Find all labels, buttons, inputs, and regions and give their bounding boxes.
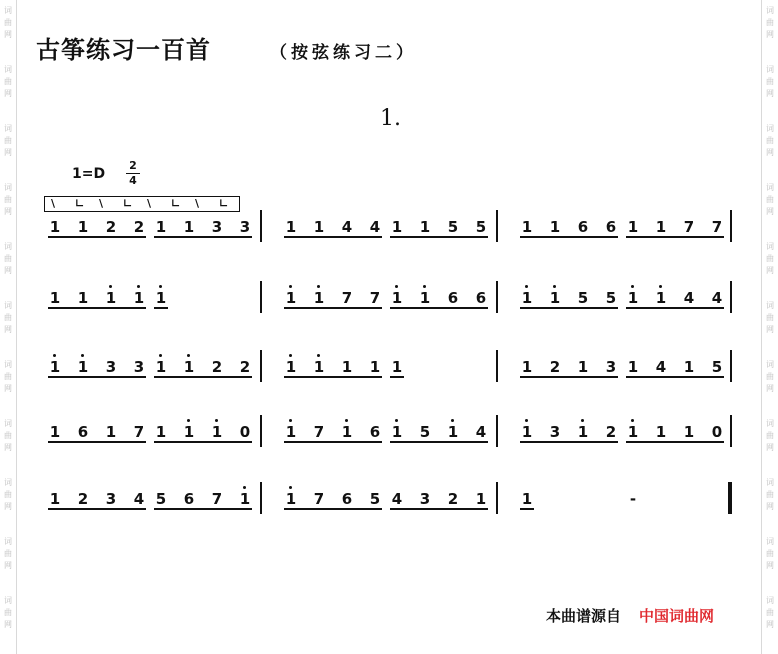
- note: 1: [520, 423, 534, 441]
- high-octave-dot: [243, 486, 246, 489]
- note: 7: [369, 289, 381, 307]
- high-octave-dot: [187, 354, 190, 357]
- beam-underline: [154, 441, 252, 443]
- watermark-char: 词: [766, 124, 774, 133]
- beam-underline: [154, 236, 252, 238]
- note: 3: [105, 358, 117, 376]
- barline: [730, 281, 732, 313]
- time-signature-top: 2: [129, 159, 137, 172]
- watermark-char: 曲: [4, 254, 12, 263]
- note: 1: [683, 423, 695, 441]
- watermark-char: 网: [4, 148, 12, 157]
- watermark-char: 曲: [4, 549, 12, 558]
- barline: [260, 281, 262, 313]
- watermark-char: 词: [4, 124, 12, 133]
- note: 4: [711, 289, 723, 307]
- note: 1: [475, 490, 487, 508]
- note: 1: [77, 218, 89, 236]
- beam-underline: [48, 307, 146, 309]
- beam-underline: [520, 376, 618, 378]
- beam-underline: [48, 236, 146, 238]
- watermark-char: 词: [4, 478, 12, 487]
- high-octave-dot: [395, 419, 398, 422]
- note: 1: [77, 289, 89, 307]
- watermark-char: 词: [766, 6, 774, 15]
- note: 1: [626, 289, 640, 307]
- note: 6: [183, 490, 195, 508]
- watermark-char: 曲: [766, 313, 774, 322]
- high-octave-dot: [631, 285, 634, 288]
- note: 5: [369, 490, 381, 508]
- source-site-name: 中国词曲网: [639, 607, 715, 625]
- note: 2: [77, 490, 89, 508]
- note: 1: [627, 218, 639, 236]
- note: 7: [313, 423, 325, 441]
- note: 4: [341, 218, 353, 236]
- high-octave-dot: [423, 285, 426, 288]
- watermark-char: 曲: [4, 608, 12, 617]
- barline: [260, 482, 262, 514]
- watermark-char: 曲: [4, 490, 12, 499]
- beam-underline: [390, 236, 488, 238]
- watermark-char: 网: [4, 207, 12, 216]
- barline: [260, 210, 262, 242]
- watermark-char: 曲: [766, 195, 774, 204]
- beam-underline: [390, 307, 488, 309]
- watermark-char: 词: [4, 537, 12, 546]
- note: 5: [605, 289, 617, 307]
- high-octave-dot: [553, 285, 556, 288]
- watermark-char: 曲: [4, 195, 12, 204]
- watermark-char: 曲: [4, 372, 12, 381]
- note: 6: [369, 423, 381, 441]
- watermark-char: 曲: [766, 431, 774, 440]
- note: 2: [211, 358, 223, 376]
- watermark-char: 网: [4, 561, 12, 570]
- watermark-char: 曲: [766, 254, 774, 263]
- note: 6: [77, 423, 89, 441]
- watermark-char: 网: [4, 443, 12, 452]
- watermark-char: 曲: [766, 372, 774, 381]
- watermark-char: 词: [4, 183, 12, 192]
- note: 1: [341, 358, 353, 376]
- watermark-char: 曲: [766, 549, 774, 558]
- note: 2: [133, 218, 145, 236]
- high-octave-dot: [581, 419, 584, 422]
- watermark-char: 网: [4, 384, 12, 393]
- note: 4: [683, 289, 695, 307]
- watermark-char: 词: [766, 478, 774, 487]
- note: 7: [683, 218, 695, 236]
- note: -: [629, 490, 637, 508]
- watermark-char: 曲: [4, 18, 12, 27]
- fingering-mark: \: [51, 197, 56, 210]
- beam-underline: [284, 376, 382, 378]
- watermark-char: 曲: [4, 136, 12, 145]
- left-watermark-strip: [0, 0, 17, 654]
- watermark-char: 词: [766, 301, 774, 310]
- high-octave-dot: [289, 419, 292, 422]
- watermark-char: 网: [4, 325, 12, 334]
- watermark-char: 网: [4, 620, 12, 629]
- time-signature: [126, 160, 140, 187]
- note: 1: [48, 358, 62, 376]
- watermark-char: 词: [4, 6, 12, 15]
- beam-underline: [520, 236, 618, 238]
- watermark-char: 网: [766, 148, 774, 157]
- note: 1: [154, 358, 168, 376]
- note: 2: [105, 218, 117, 236]
- note: 1: [446, 423, 460, 441]
- note: 1: [683, 358, 695, 376]
- note: 1: [419, 218, 431, 236]
- note: 1: [313, 218, 325, 236]
- watermark-char: 网: [766, 266, 774, 275]
- high-octave-dot: [631, 419, 634, 422]
- note: 7: [313, 490, 325, 508]
- note: 1: [577, 358, 589, 376]
- note: 5: [419, 423, 431, 441]
- fingering-mark: \: [195, 197, 200, 210]
- note: 1: [155, 218, 167, 236]
- beam-underline: [520, 441, 618, 443]
- score-subtitle: （按弦练习二）: [270, 43, 417, 63]
- beam-underline: [520, 508, 534, 510]
- note: 7: [711, 218, 723, 236]
- barline: [260, 415, 262, 447]
- note: 1: [655, 218, 667, 236]
- watermark-char: 网: [766, 620, 774, 629]
- note: 5: [711, 358, 723, 376]
- high-octave-dot: [289, 354, 292, 357]
- high-octave-dot: [159, 354, 162, 357]
- note: 1: [154, 289, 168, 307]
- beam-underline: [48, 441, 146, 443]
- barline: [730, 415, 732, 447]
- watermark-char: 网: [766, 561, 774, 570]
- source-credit: [546, 605, 714, 626]
- watermark-char: 网: [766, 207, 774, 216]
- watermark-char: 曲: [766, 77, 774, 86]
- note: 7: [133, 423, 145, 441]
- barline: [496, 350, 498, 382]
- note: 1: [520, 289, 534, 307]
- high-octave-dot: [81, 354, 84, 357]
- note: 2: [605, 423, 617, 441]
- note: 6: [605, 218, 617, 236]
- watermark-char: 词: [4, 65, 12, 74]
- score-title: 古筝练习一百首: [36, 36, 211, 64]
- note: 1: [132, 289, 146, 307]
- watermark-char: 词: [4, 360, 12, 369]
- high-octave-dot: [289, 285, 292, 288]
- fingering-mark: \: [147, 197, 152, 210]
- note: 1: [340, 423, 354, 441]
- note: 1: [284, 423, 298, 441]
- beam-underline: [626, 376, 724, 378]
- watermark-char: 词: [766, 360, 774, 369]
- note: 4: [133, 490, 145, 508]
- note: 1: [391, 218, 403, 236]
- watermark-char: 曲: [4, 77, 12, 86]
- note: 4: [391, 490, 403, 508]
- watermark-char: 曲: [766, 136, 774, 145]
- note: 5: [577, 289, 589, 307]
- piece-number: 1.: [380, 106, 401, 131]
- note: 6: [577, 218, 589, 236]
- watermark-char: 词: [766, 419, 774, 428]
- beam-underline: [284, 236, 382, 238]
- note: 3: [239, 218, 251, 236]
- beam-underline: [48, 376, 146, 378]
- note: 1: [626, 423, 640, 441]
- note: 1: [521, 358, 533, 376]
- note: 1: [284, 289, 298, 307]
- fingering-mark: ∟: [171, 197, 181, 210]
- watermark-char: 词: [4, 596, 12, 605]
- beam-underline: [626, 307, 724, 309]
- high-octave-dot: [451, 419, 454, 422]
- note: 1: [312, 289, 326, 307]
- watermark-char: 网: [766, 443, 774, 452]
- barline: [496, 281, 498, 313]
- note: 3: [211, 218, 223, 236]
- note: 1: [183, 218, 195, 236]
- fingering-mark: ∟: [219, 197, 229, 210]
- beam-underline: [154, 376, 252, 378]
- watermark-char: 词: [766, 596, 774, 605]
- note: 1: [49, 490, 61, 508]
- beam-underline: [284, 508, 382, 510]
- beam-underline: [390, 441, 488, 443]
- note: 1: [49, 289, 61, 307]
- note: 1: [105, 423, 117, 441]
- note: 1: [521, 218, 533, 236]
- note: 1: [284, 358, 298, 376]
- note: 1: [576, 423, 590, 441]
- high-octave-dot: [289, 486, 292, 489]
- note: 1: [390, 423, 404, 441]
- beam-underline: [284, 441, 382, 443]
- note: 7: [341, 289, 353, 307]
- right-watermark-strip: [761, 0, 778, 654]
- time-signature-bottom: 4: [129, 174, 137, 187]
- barline: [496, 210, 498, 242]
- note: 3: [605, 358, 617, 376]
- barline: [260, 350, 262, 382]
- watermark-char: 曲: [766, 18, 774, 27]
- note: 3: [133, 358, 145, 376]
- high-octave-dot: [345, 419, 348, 422]
- high-octave-dot: [109, 285, 112, 288]
- note: 7: [211, 490, 223, 508]
- watermark-char: 网: [766, 384, 774, 393]
- note: 1: [391, 358, 403, 376]
- barline: [730, 350, 732, 382]
- beam-underline: [154, 508, 252, 510]
- watermark-char: 网: [766, 89, 774, 98]
- watermark-char: 词: [4, 419, 12, 428]
- note: 1: [654, 289, 668, 307]
- note: 1: [549, 218, 561, 236]
- watermark-char: 网: [766, 502, 774, 511]
- note: 1: [210, 423, 224, 441]
- note: 1: [155, 423, 167, 441]
- note: 1: [238, 490, 252, 508]
- watermark-char: 网: [4, 89, 12, 98]
- barline: [496, 415, 498, 447]
- watermark-char: 网: [766, 325, 774, 334]
- watermark-char: 词: [766, 242, 774, 251]
- high-octave-dot: [317, 354, 320, 357]
- note: 6: [341, 490, 353, 508]
- fingering-marks-box: [44, 196, 240, 212]
- watermark-char: 曲: [766, 608, 774, 617]
- note: 1: [182, 423, 196, 441]
- note: 1: [284, 490, 298, 508]
- high-octave-dot: [187, 419, 190, 422]
- note: 1: [369, 358, 381, 376]
- note: 5: [447, 218, 459, 236]
- note: 6: [447, 289, 459, 307]
- note: 1: [76, 358, 90, 376]
- watermark-char: 曲: [766, 490, 774, 499]
- high-octave-dot: [659, 285, 662, 288]
- note: 6: [475, 289, 487, 307]
- beam-underline: [626, 441, 724, 443]
- beam-underline: [154, 307, 168, 309]
- beam-underline: [390, 508, 488, 510]
- note: 0: [711, 423, 723, 441]
- high-octave-dot: [525, 419, 528, 422]
- note: 1: [49, 218, 61, 236]
- watermark-char: 曲: [4, 313, 12, 322]
- fingering-mark: ∟: [75, 197, 85, 210]
- note: 3: [419, 490, 431, 508]
- note: 1: [49, 423, 61, 441]
- source-label: 本曲谱源自: [546, 607, 622, 625]
- note: 0: [239, 423, 251, 441]
- note: 1: [390, 289, 404, 307]
- watermark-char: 网: [4, 266, 12, 275]
- key-signature: 1=D: [72, 166, 106, 182]
- high-octave-dot: [215, 419, 218, 422]
- watermark-char: 网: [4, 30, 12, 39]
- watermark-char: 词: [766, 537, 774, 546]
- note: 5: [475, 218, 487, 236]
- note: 2: [549, 358, 561, 376]
- beam-underline: [520, 307, 618, 309]
- fingering-mark: \: [99, 197, 104, 210]
- fingering-mark: ∟: [123, 197, 133, 210]
- watermark-char: 词: [4, 242, 12, 251]
- high-octave-dot: [525, 285, 528, 288]
- note: 2: [447, 490, 459, 508]
- note: 4: [655, 358, 667, 376]
- note: 1: [104, 289, 118, 307]
- watermark-char: 网: [766, 30, 774, 39]
- high-octave-dot: [53, 354, 56, 357]
- high-octave-dot: [159, 285, 162, 288]
- note: 1: [655, 423, 667, 441]
- watermark-char: 曲: [4, 431, 12, 440]
- note: 1: [548, 289, 562, 307]
- beam-underline: [284, 307, 382, 309]
- note: 4: [475, 423, 487, 441]
- note: 4: [369, 218, 381, 236]
- watermark-char: 词: [766, 183, 774, 192]
- note: 3: [549, 423, 561, 441]
- beam-underline: [48, 508, 146, 510]
- watermark-char: 词: [4, 301, 12, 310]
- note: 2: [239, 358, 251, 376]
- note: 1: [521, 490, 533, 508]
- watermark-char: 词: [766, 65, 774, 74]
- high-octave-dot: [317, 285, 320, 288]
- note: 5: [155, 490, 167, 508]
- high-octave-dot: [137, 285, 140, 288]
- note: 1: [418, 289, 432, 307]
- barline: [496, 482, 498, 514]
- beam-underline: [390, 376, 404, 378]
- high-octave-dot: [395, 285, 398, 288]
- beam-underline: [626, 236, 724, 238]
- watermark-char: 网: [4, 502, 12, 511]
- note: 3: [105, 490, 117, 508]
- note: 1: [285, 218, 297, 236]
- barline: [730, 210, 732, 242]
- final-barline: [728, 482, 732, 514]
- note: 1: [312, 358, 326, 376]
- note: 1: [627, 358, 639, 376]
- note: 1: [182, 358, 196, 376]
